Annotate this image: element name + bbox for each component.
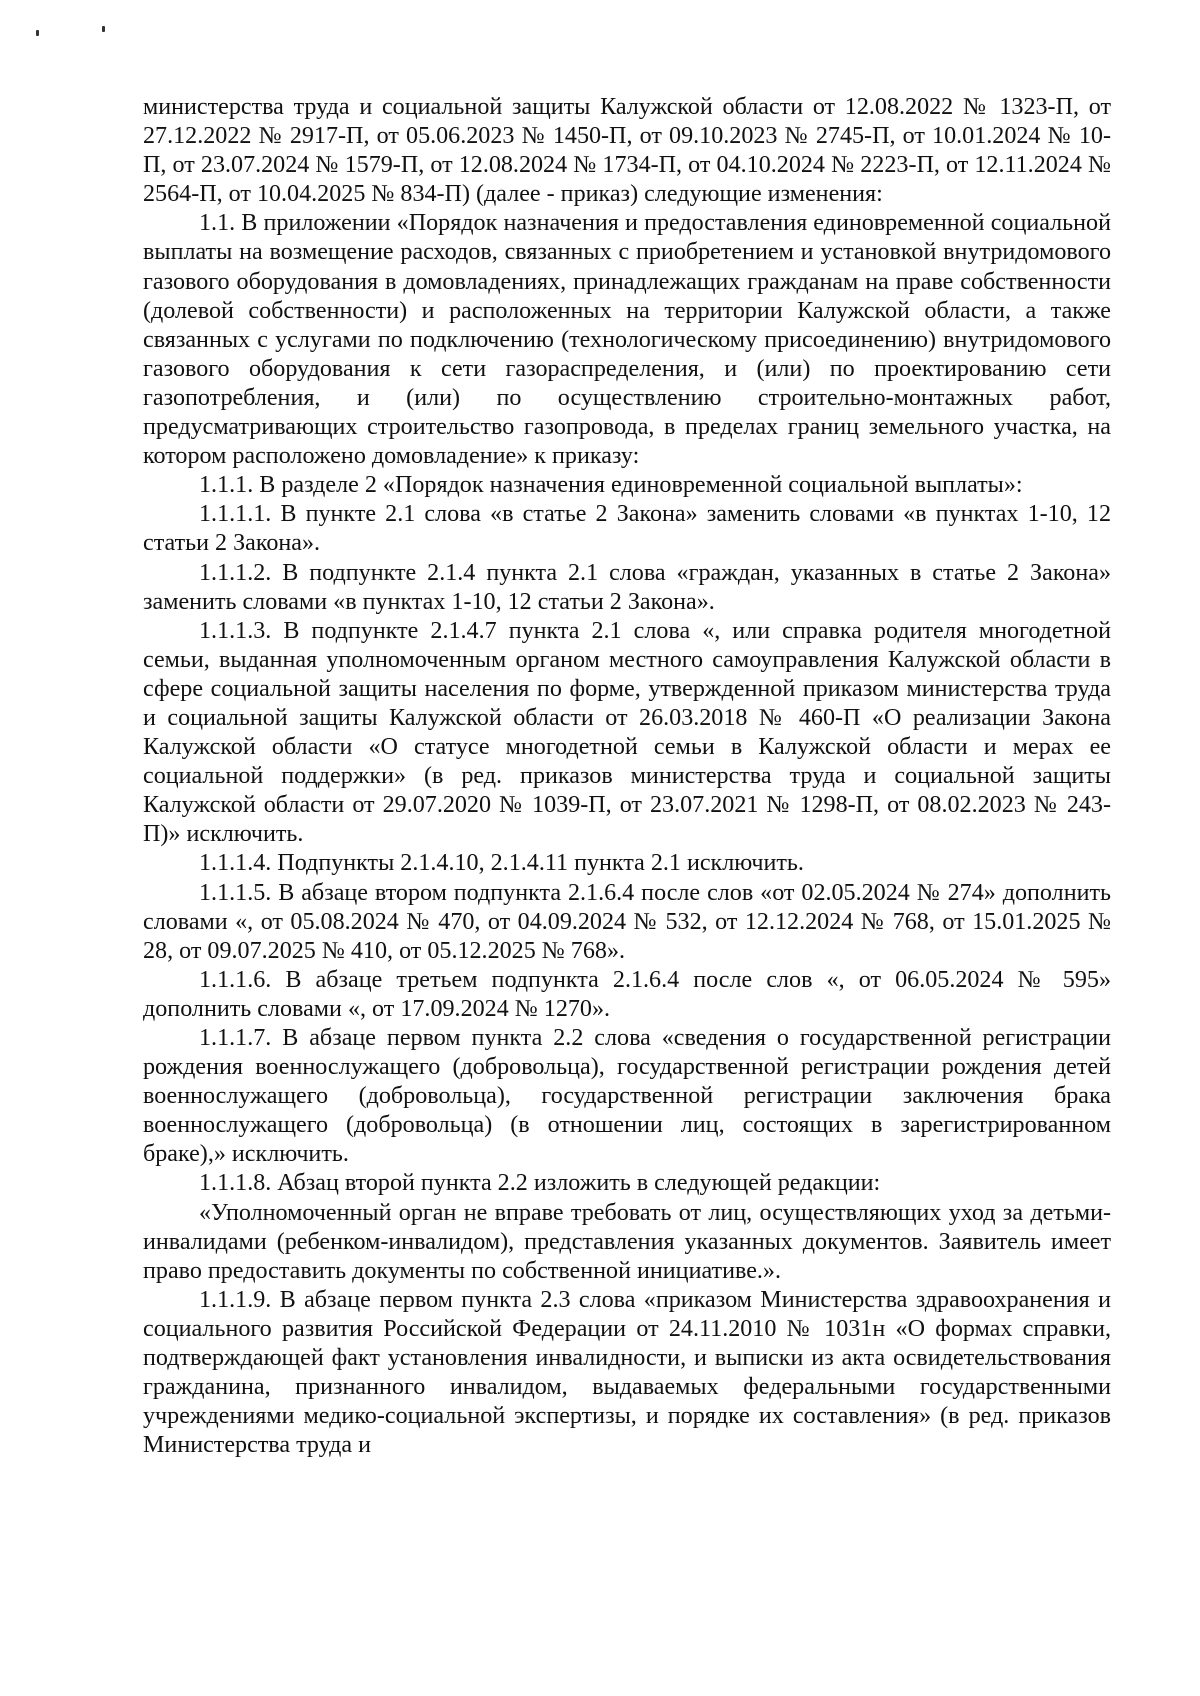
paragraph: 1.1.1.6. В абзаце третьем подпункта 2.1.6.4 после слов «, от 06.05.2024 № 595» дополнить словами «, от 17.09.2024 № 1270». xyxy=(143,966,1111,1022)
paragraph: 1.1.1.8. Абзац второй пункта 2.2 изложить в следующей редакции: xyxy=(199,1170,881,1197)
paragraph: министерства труда и социальной защиты Калужской области от 12.08.2022 № 1323-П, от 27.12.2022 № 2917-П, от 05.06.2023 № 1450-П, от 09.10.2023 № 2745-П, от 10.01.2024 № 10-П, от 23.07.2024 № 1579-П, от 12.08.2024 № 1734-П, от 04.10.2024 № 2223-П, от 12.11.2024 № 2564-П, от 10.04.2025 № 834-П) (далее - приказ) следующие изменения: xyxy=(143,94,1111,208)
scan-speck xyxy=(36,30,39,36)
paragraph: 1.1.1. В разделе 2 «Порядок назначения единовременной социальной выплаты»: xyxy=(199,472,1023,499)
paragraph: 1.1.1.2. В подпункте 2.1.4 пункта 2.1 слова «граждан, указанных в статье 2 Закона» заменить словами «в пунктах 1-10, 12 статьи 2 Закона». xyxy=(143,559,1111,615)
paragraph: 1.1.1.9. В абзаце первом пункта 2.3 слова «приказом Министерства здравоохранения и социального развития Российской Федерации от 24.11.2010 № 1031н «О формах справки, подтверждающей факт установления инвалидности, и выписки из акта освидетельствования гражданина, признанного инвалидом, выдаваемых федеральными государственными учреждениями медико-социальной экспертизы, и порядке их составления» (в ред. приказов Министерства труда и xyxy=(143,1286,1111,1459)
paragraph: 1.1.1.4. Подпункты 2.1.4.10, 2.1.4.11 пункта 2.1 исключить. xyxy=(199,850,804,877)
paragraph: 1.1.1.7. В абзаце первом пункта 2.2 слова «сведения о государственной регистрации рождения военнослужащего (добровольца), государственной регистрации рождения детей военнослужащего (добровольца), государственной регистрации заключения брака военнослужащего (добровольца) (в отношении лиц, состоящих в зарегистрированном браке),» исключить. xyxy=(143,1025,1111,1168)
document-body xyxy=(143,93,1111,1460)
paragraph: 1.1.1.5. В абзаце втором подпункта 2.1.6.4 после слов «от 02.05.2024 № 274» дополнить словами «, от 05.08.2024 № 470, от 04.09.2024 № 532, от 12.12.2024 № 768, от 15.01.2025 № 28, от 09.07.2025 № 410, от 05.12.2025 № 768». xyxy=(143,879,1111,964)
paragraph: 1.1.1.1. В пункте 2.1 слова «в статье 2 Закона» заменить словами «в пунктах 1-10, 12 статьи 2 Закона». xyxy=(143,501,1111,557)
quoted-paragraph: «Уполномоченный орган не вправе требовать от лиц, осуществляющих уход за детьми-инвалидами (ребенком-инвалидом), представления указанных документов. Заявитель имеет право предоставить документы по собственной инициативе.». xyxy=(143,1199,1111,1284)
scan-specks xyxy=(36,22,136,42)
scan-speck xyxy=(102,26,105,32)
paragraph: 1.1. В приложении «Порядок назначения и предоставления единовременной социальной выплаты на возмещение расходов, связанных с приобретением и установкой внутридомового газового оборудования в домовладениях, принадлежащих гражданам на праве собственности (долевой собственности) и расположенных на территории Калужской области, а также связанных с услугами по подключению (технологическому присоединению) внутридомового газового оборудования к сети газораспределения, и (или) по проектированию сети газопотребления, и (или) по осуществлению строительно-монтажных работ, предусматривающих строительство газопровода, в пределах границ земельного участка, на котором расположено домовладение» к приказу: xyxy=(143,210,1111,470)
paragraph: 1.1.1.3. В подпункте 2.1.4.7 пункта 2.1 слова «, или справка родителя многодетной семьи, выданная уполномоченным органом местного самоуправления Калужской области в сфере социальной защиты населения по форме, утвержденной приказом министерства труда и социальной защиты Калужской области от 26.03.2018 № 460-П «О реализации Закона Калужской области «О статусе многодетной семьи в Калужской области и мерах ее социальной поддержки» (в ред. приказов министерства труда и социальной защиты Калужской области от 29.07.2020 № 1039-П, от 23.07.2021 № 1298-П, от 08.02.2023 № 243-П)» исключить. xyxy=(143,617,1111,848)
